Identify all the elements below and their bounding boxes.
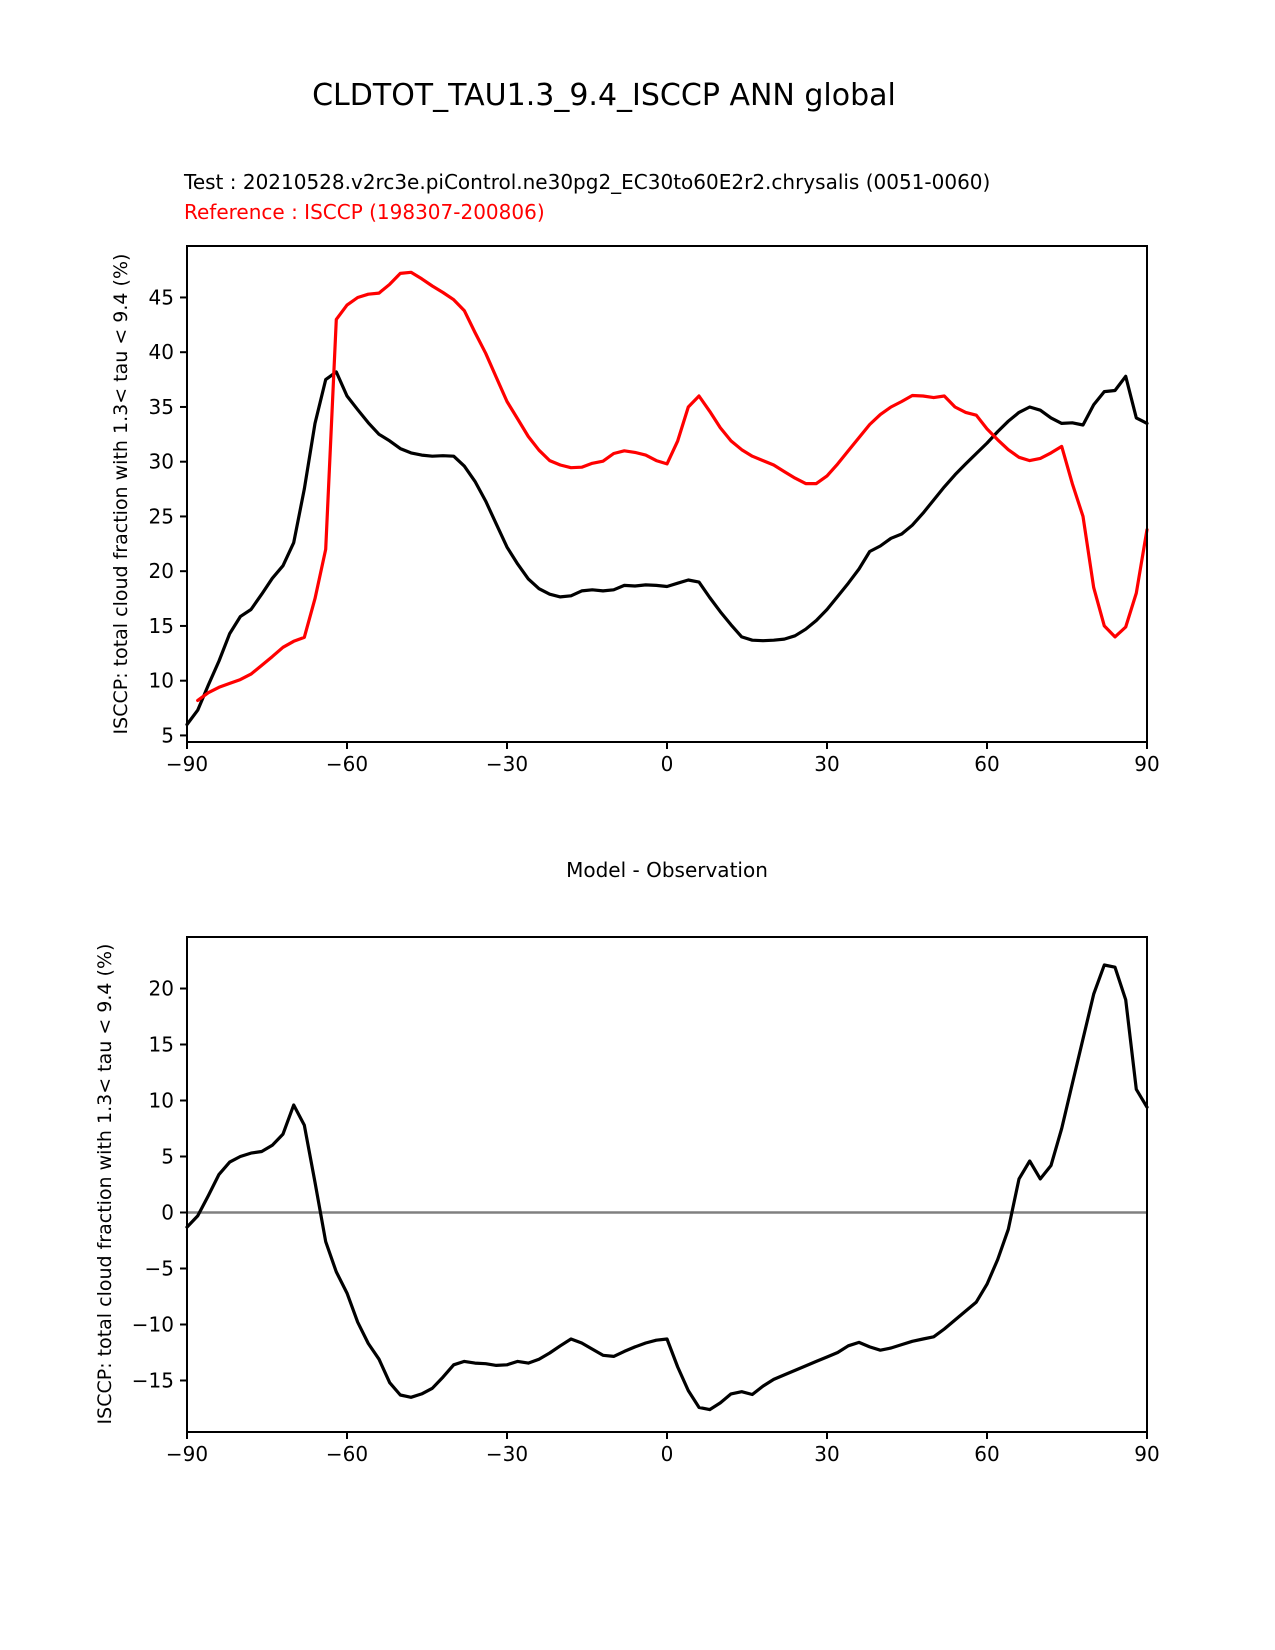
series-line-top-1 [198, 272, 1147, 700]
y-tick-label: 10 [148, 1088, 174, 1113]
y-tick-label: 10 [148, 668, 174, 693]
x-tick-label: 90 [1134, 752, 1160, 776]
y-tick-label: 30 [148, 449, 174, 474]
bottom-chart-y-axis-label: ISCCP: total cloud fraction with 1.3< tau < 9.4 (%) [94, 943, 116, 1425]
test-run-label: Test : 20210528.v2rc3e.piControl.ne30pg2_EC30to60E2r2.chrysalis (0051-0060) [184, 170, 991, 194]
x-tick-label: 30 [814, 752, 840, 776]
y-tick-label: 15 [148, 1032, 174, 1057]
x-tick-label: −60 [325, 1442, 369, 1466]
series-line-bottom-0 [187, 965, 1147, 1410]
y-tick-label: −15 [131, 1368, 174, 1393]
plot-border [187, 937, 1147, 1432]
y-tick-label: −10 [131, 1312, 174, 1337]
x-tick-label: 60 [974, 752, 1000, 776]
x-tick-label: −30 [485, 1442, 529, 1466]
y-tick-label: 15 [148, 613, 174, 638]
y-tick-label: 5 [161, 723, 174, 748]
x-tick-label: −30 [485, 752, 529, 776]
x-tick-label: −90 [165, 1442, 209, 1466]
series-line-top-0 [187, 372, 1147, 725]
y-tick-label: 25 [148, 504, 174, 529]
y-tick-label: 40 [148, 340, 174, 365]
y-tick-label: 35 [148, 394, 174, 419]
y-tick-label: 45 [148, 285, 174, 310]
y-tick-label: 20 [148, 559, 174, 584]
x-tick-label: −60 [325, 752, 369, 776]
y-tick-label: −5 [144, 1256, 174, 1281]
reference-run-label: Reference : ISCCP (198307-200806) [184, 200, 545, 224]
plot-border [187, 246, 1147, 742]
x-tick-label: 60 [974, 1442, 1000, 1466]
x-tick-label: 90 [1134, 1442, 1160, 1466]
x-tick-label: −90 [165, 752, 209, 776]
x-tick-label: 0 [660, 752, 674, 776]
y-tick-label: 20 [148, 976, 174, 1001]
x-tick-label: 0 [660, 1442, 674, 1466]
y-tick-label: 0 [161, 1200, 174, 1225]
bottom-chart-title: Model - Observation [566, 858, 768, 882]
y-tick-label: 5 [161, 1144, 174, 1169]
figure-title: CLDTOT_TAU1.3_9.4_ISCCP ANN global [312, 78, 896, 113]
top-chart-y-axis-label: ISCCP: total cloud fraction with 1.3< tau < 9.4 (%) [110, 253, 132, 735]
x-tick-label: 30 [814, 1442, 840, 1466]
